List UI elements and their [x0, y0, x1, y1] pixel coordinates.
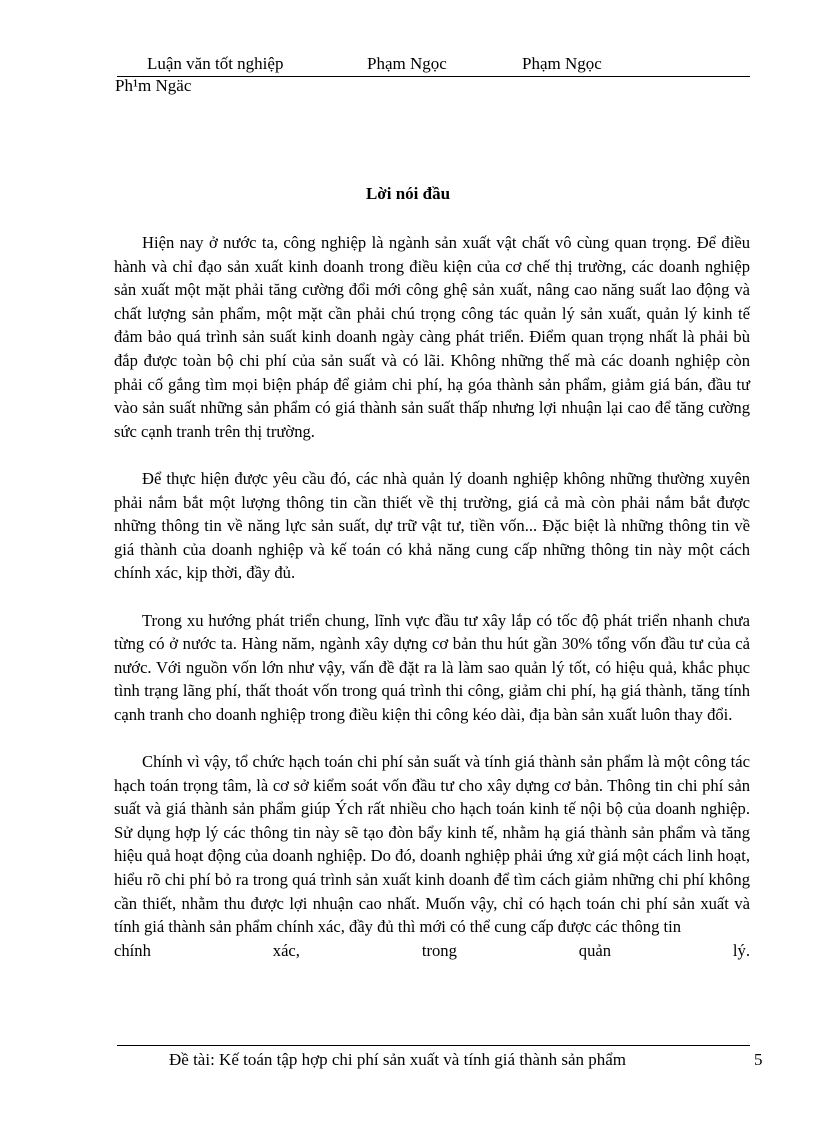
last-word: trong — [421, 940, 457, 960]
header-author-1: Phạm Ngọc — [367, 54, 447, 73]
paragraph-4-last-line — [114, 939, 750, 963]
body-text — [114, 231, 750, 962]
page-number: 5 — [754, 1050, 763, 1069]
paragraph-4: Chính vì vậy, tổ chức hạch toán chi phí sản suất và tính giá thành sản phẩm là một công tác hạch toán trọng tâm, là cơ sở kiểm soát vốn đầu tư cho xây dựng cơ bản. Thông tin chi phí sản suất và giá thành sản phẩm giúp Ých rất nhiều cho hạch toán kinh tế nội bộ của doanh nghiệp. Sử dụng hợp lý các thông tin này sẽ tạo đòn bẩy kinh tế, nhằm hạ giá thành sản phẩm và tăng hiệu quả hoạt động của doanh nghiệp. Do đó, doanh nghiệp phải ứng xử giá một cách linh hoạt, hiểu rõ chi phí bỏ ra trong quá trình sản xuất kinh doanh để tìm cách giảm những chi phí không cần thiết, nhằm thu được lợi nhuận cao nhất. Muốn vậy, chỉ có hạch toán chi phí sản xuất và tính giá thành sản phẩm chính xác, đầy đủ thì mới có thể cung cấp được các thông tin — [114, 752, 750, 937]
page-footer — [117, 1045, 763, 1069]
last-word: chính — [114, 940, 151, 960]
section-title: Lời nói đầu — [365, 184, 451, 203]
last-word: xác, — [272, 940, 300, 960]
paragraph-1: Hiện nay ở nước ta, công nghiệp là ngành sản xuất vật chất vô cùng quan trọng. Để điều hành và chỉ đạo sản xuất kinh doanh trong điều kiện của cơ chế thị trường, các doanh nghiệp sản xuất một mặt phải tăng cường đổi mới công ghệ sản xuất, nâng cao năng suất lao động và chất lượng sản phẩm, một mặt cần phải chú trọng công tác quản lý sản xuất, quản lý kinh tế đảm bảo quá trình sản suất kinh doanh ngày càng phát triển. Điểm quan trọng nhất là phải bù đắp được toàn bộ chi phí của sản suất và có lãi. Không những thế mà các doanh nghiệp còn phải cố gắng tìm mọi biện pháp để giảm chi phí, hạ góa thành sản phẩm, giảm giá bán, đầu tư vào sản suất những sản phẩm có giá thành sản suất thấp nhưng lợi nhuận lại cao để tăng cường sức cạnh tranh trên thị trường. — [114, 233, 750, 441]
paragraph-2: Để thực hiện được yêu cầu đó, các nhà quản lý doanh nghiệp không những thường xuyên phải nắm bắt một lượng thông tin cần thiết về thị trường, giá cả mà còn phải nắm bắt được những thông tin về năng lực sản suất, dự trữ vật tư, tiền vốn... Đặc biệt là những thông tin về giá thành của doanh nghiệp và kế toán có khả năng cung cấp những thông tin này một cách chính xác, kịp thời, đầy đủ. — [114, 468, 750, 583]
footer-topic: Đề tài: Kế toán tập hợp chi phí sản xuất và tính giá thành sản phẩm — [169, 1050, 627, 1069]
header-garbled-author: Ph¹m Ngäc — [115, 76, 192, 95]
last-word: lý. — [732, 940, 750, 960]
header-thesis-label: Luận văn tốt nghiệp — [147, 54, 284, 73]
paragraph-3: Trong xu hướng phát triển chung, lĩnh vực đầu tư xây lắp có tốc độ phát triển nhanh chưa từng có ở nước ta. Hàng năm, ngành xây dựng cơ bản thu hút gần 30% tổng vốn đầu tư của cả nước. Với nguồn vốn lớn như vậy, vấn đề đặt ra là làm sao quản lý tốt, có hiệu quả, khắc phục tình trạng lãng phí, thất thoát vốn trong quá trình thi công, giảm chi phí, hạ giá thành, tăng tính cạnh tranh cho doanh nghiệp trong điều kiện thi công kéo dài, địa bàn sản xuất luôn thay đổi. — [114, 610, 750, 724]
header-author-2: Phạm Ngọc — [522, 54, 602, 73]
last-word: quản — [578, 940, 612, 960]
page-header — [117, 52, 750, 77]
